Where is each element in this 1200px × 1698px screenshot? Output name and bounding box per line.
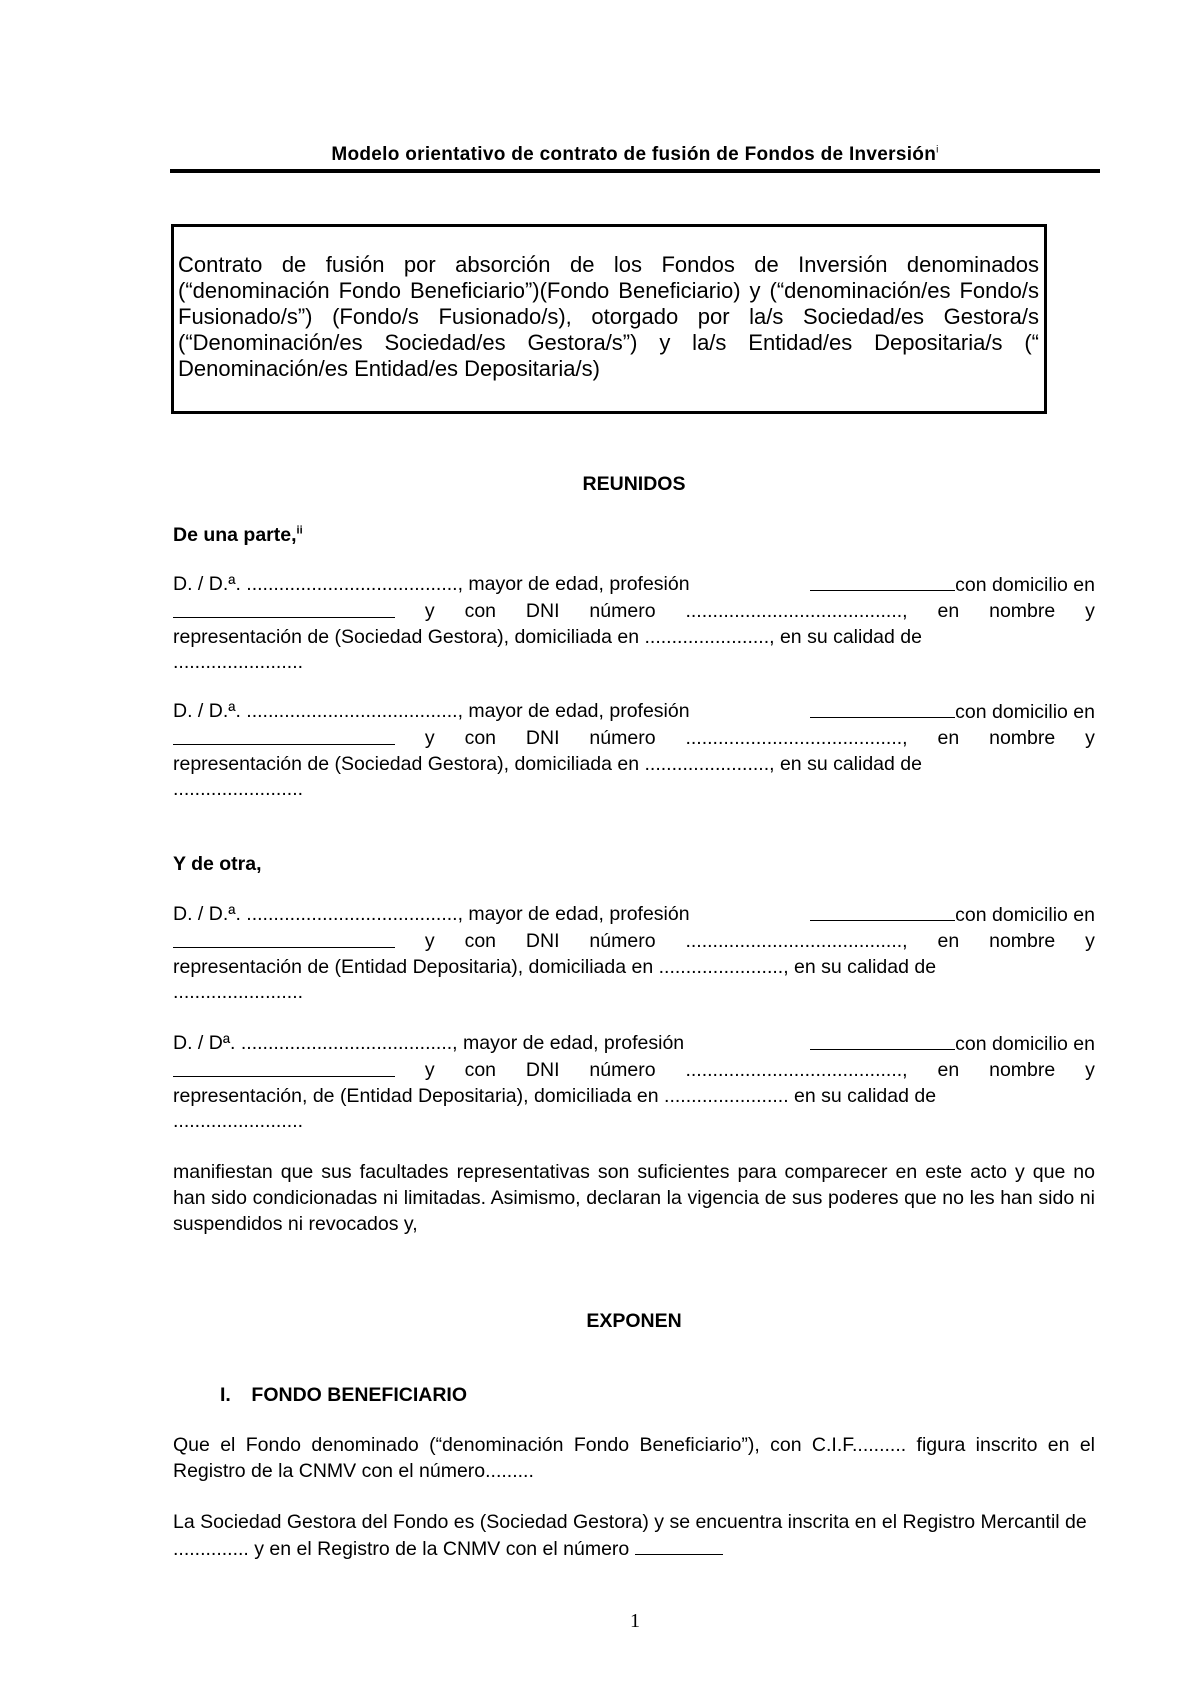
party-word: y: [1085, 929, 1095, 952]
party-word: en: [937, 599, 960, 622]
section-title: FONDO BENEFICIARIO: [251, 1384, 468, 1406]
party-word: nombre: [989, 599, 1056, 622]
party-text: con domicilio en: [955, 701, 1095, 723]
exponen-paragraph-1: Que el Fondo denominado (“denominación Fondo Beneficiario”), con C.I.F.......... figura inscrito en el Registro de la CNMV con el número.........: [173, 1434, 1095, 1482]
party-line-c: representación de (Entidad Depositaria), domiciliada en ......................., en su calidad de: [173, 955, 937, 978]
party-text: con domicilio en: [955, 574, 1095, 596]
party-block-1: [173, 572, 1095, 676]
intro-box-text: Contrato de fusión por absorción de los Fondos de Inversión denominados (“denominación Fondo Beneficiario”)(Fondo Beneficiario) y (“denominación/es Fondo/s Fusionado/s”) (Fondo/s Fusionado/s), otorgado por la/s Sociedad/es Gestora/s (“Denominación/es Sociedad/es Gestora/s”) y la/s Entidad/es Depositaria/s (“ Denominación/es Entidad/es Depositaria/s): [178, 252, 1039, 381]
party-word: con: [464, 1058, 497, 1081]
party-word: en: [937, 726, 960, 749]
party-word: nombre: [989, 1058, 1056, 1081]
party-word: en: [937, 929, 960, 952]
header-rule: [170, 169, 1100, 173]
party-text-end: [810, 1031, 1095, 1058]
party-line-d: ........................: [173, 651, 304, 674]
section-heading: [220, 1384, 467, 1407]
party-word: y: [424, 599, 435, 622]
reunidos-closing: manifiestan que sus facultades representativas son suficientes para comparecer en este acto y que no han sido condicionadas ni limitadas. Asimismo, declaran la vigencia de sus poderes que no les han sido ni suspendidos ni revocados y,: [173, 1161, 1095, 1235]
party-block-2: [173, 699, 1095, 803]
party-word: DNI: [525, 726, 560, 749]
party-word: DNI: [525, 929, 560, 952]
party-word: nombre: [989, 726, 1056, 749]
party-word: con: [464, 929, 497, 952]
blank-line: [810, 699, 955, 718]
blank-line: [810, 902, 955, 921]
party-word: y: [1085, 726, 1095, 749]
party-word: número: [589, 929, 656, 952]
blank-line: [635, 1536, 723, 1555]
party-line-a: [173, 572, 1095, 599]
party-word: número: [589, 726, 656, 749]
party-line-b: [173, 929, 1095, 955]
blank-line: [173, 726, 395, 745]
party-word: ........................................,: [685, 929, 908, 952]
part2-label: Y de otra,: [173, 853, 262, 875]
party-text: D. / D.ª. ......................................., mayor de edad, profesión: [173, 573, 690, 595]
party-word: DNI: [525, 599, 560, 622]
blank-line: [810, 572, 955, 591]
party-word: número: [589, 599, 656, 622]
party-word: y: [1085, 1058, 1095, 1081]
party-line-c: representación, de (Entidad Depositaria), domiciliada en ....................... en su calidad de: [173, 1084, 937, 1107]
party-text-end: [810, 902, 1095, 929]
party-word: y: [424, 1058, 435, 1081]
party-word: ........................................,: [685, 726, 908, 749]
party-text: D. / Dª. ......................................., mayor de edad, profesión: [173, 1032, 685, 1054]
party-text: con domicilio en: [955, 904, 1095, 926]
blank-line: [173, 1058, 395, 1077]
party-block-3: [173, 902, 1095, 1006]
part1-label: [173, 524, 303, 547]
reunidos-title: REUNIDOS: [582, 473, 686, 495]
blank-line: [810, 1031, 955, 1050]
party-line-a: [173, 1031, 1095, 1058]
party-text: D. / D.ª. ......................................., mayor de edad, profesión: [173, 903, 690, 925]
header-note-mark[interactable]: i: [936, 144, 939, 156]
party-word: y: [424, 726, 435, 749]
part1-label-text: De una parte,: [173, 524, 297, 546]
party-word: y: [1085, 599, 1095, 622]
party-word: y: [424, 929, 435, 952]
party-text: con domicilio en: [955, 1033, 1095, 1055]
exponen-paragraph-2: [173, 1510, 1095, 1563]
party-word: número: [589, 1058, 656, 1081]
party-line-b: [173, 726, 1095, 752]
section-number: I.: [220, 1384, 231, 1406]
party-line-d: ........................: [173, 981, 304, 1004]
party-line-b: [173, 599, 1095, 625]
party-word: con: [464, 726, 497, 749]
page-number: 1: [630, 1610, 640, 1632]
page-header: [170, 144, 1100, 166]
party-line-a: [173, 699, 1095, 726]
party-text-end: [810, 572, 1095, 599]
party-line-d: ........................: [173, 778, 304, 801]
party-line-a: [173, 902, 1095, 929]
exponen-paragraph-2-text: La Sociedad Gestora del Fondo es (Sociedad Gestora) y se encuentra inscrita en el Registro Mercantil de .............. y en el Registro de la CNMV con el número: [173, 1511, 1087, 1560]
party-word: ........................................,: [685, 1058, 908, 1081]
header-title: Modelo orientativo de contrato de fusión de Fondos de Inversión: [331, 144, 937, 165]
party-text: D. / D.ª. ......................................., mayor de edad, profesión: [173, 700, 690, 722]
party-word: con: [464, 599, 497, 622]
party-word: ........................................,: [685, 599, 908, 622]
party-line-c: representación de (Sociedad Gestora), domiciliada en ......................., en su calidad de: [173, 752, 922, 775]
party-line-d: ........................: [173, 1110, 304, 1133]
part1-note-mark[interactable]: ii: [296, 524, 303, 537]
party-word: en: [937, 1058, 960, 1081]
party-line-c: representación de (Sociedad Gestora), domiciliada en ......................., en su calidad de: [173, 625, 922, 648]
party-block-4: [173, 1031, 1095, 1135]
blank-line: [173, 929, 395, 948]
party-word: nombre: [989, 929, 1056, 952]
party-text-end: [810, 699, 1095, 726]
exponen-title: EXPONEN: [586, 1310, 682, 1332]
blank-line: [173, 599, 395, 618]
party-word: DNI: [525, 1058, 560, 1081]
party-line-b: [173, 1058, 1095, 1084]
